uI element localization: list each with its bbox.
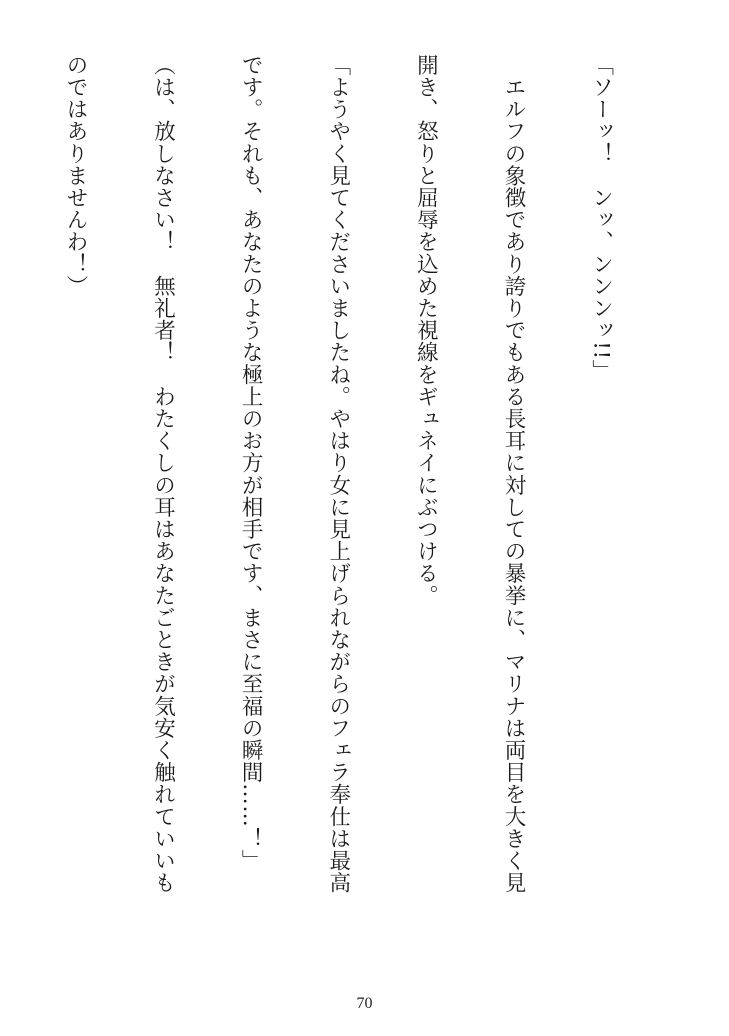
text-line: 「ソーッ！ ンッ、ンンンッ!!」	[588, 54, 614, 382]
text-line: です。それも、あなたのような極上のお方が相手です、まさに至福の瞬間……！」	[238, 54, 264, 872]
text-line: （は、放しなさい！ 無礼者！ わたくしの耳はあなたごときが気安く触れていいも	[150, 54, 176, 894]
page-number: 70	[356, 995, 373, 1012]
text-line: 開き、怒りと屈辱を込めた視線をギュネイにぶつける。	[413, 54, 439, 607]
body-text	[54, 54, 674, 986]
text-line: エルフの象徴であり誇りでもある長耳に対しての暴挙に、マリナは両目を大きく見	[500, 54, 526, 894]
text-line: のではありませんわ！）	[62, 54, 88, 298]
text-line: 「ようやく見てくださいましたね。やはり女に見上げられながらのフェラ奉仕は最高	[325, 54, 351, 894]
text-line	[0, 54, 2, 986]
